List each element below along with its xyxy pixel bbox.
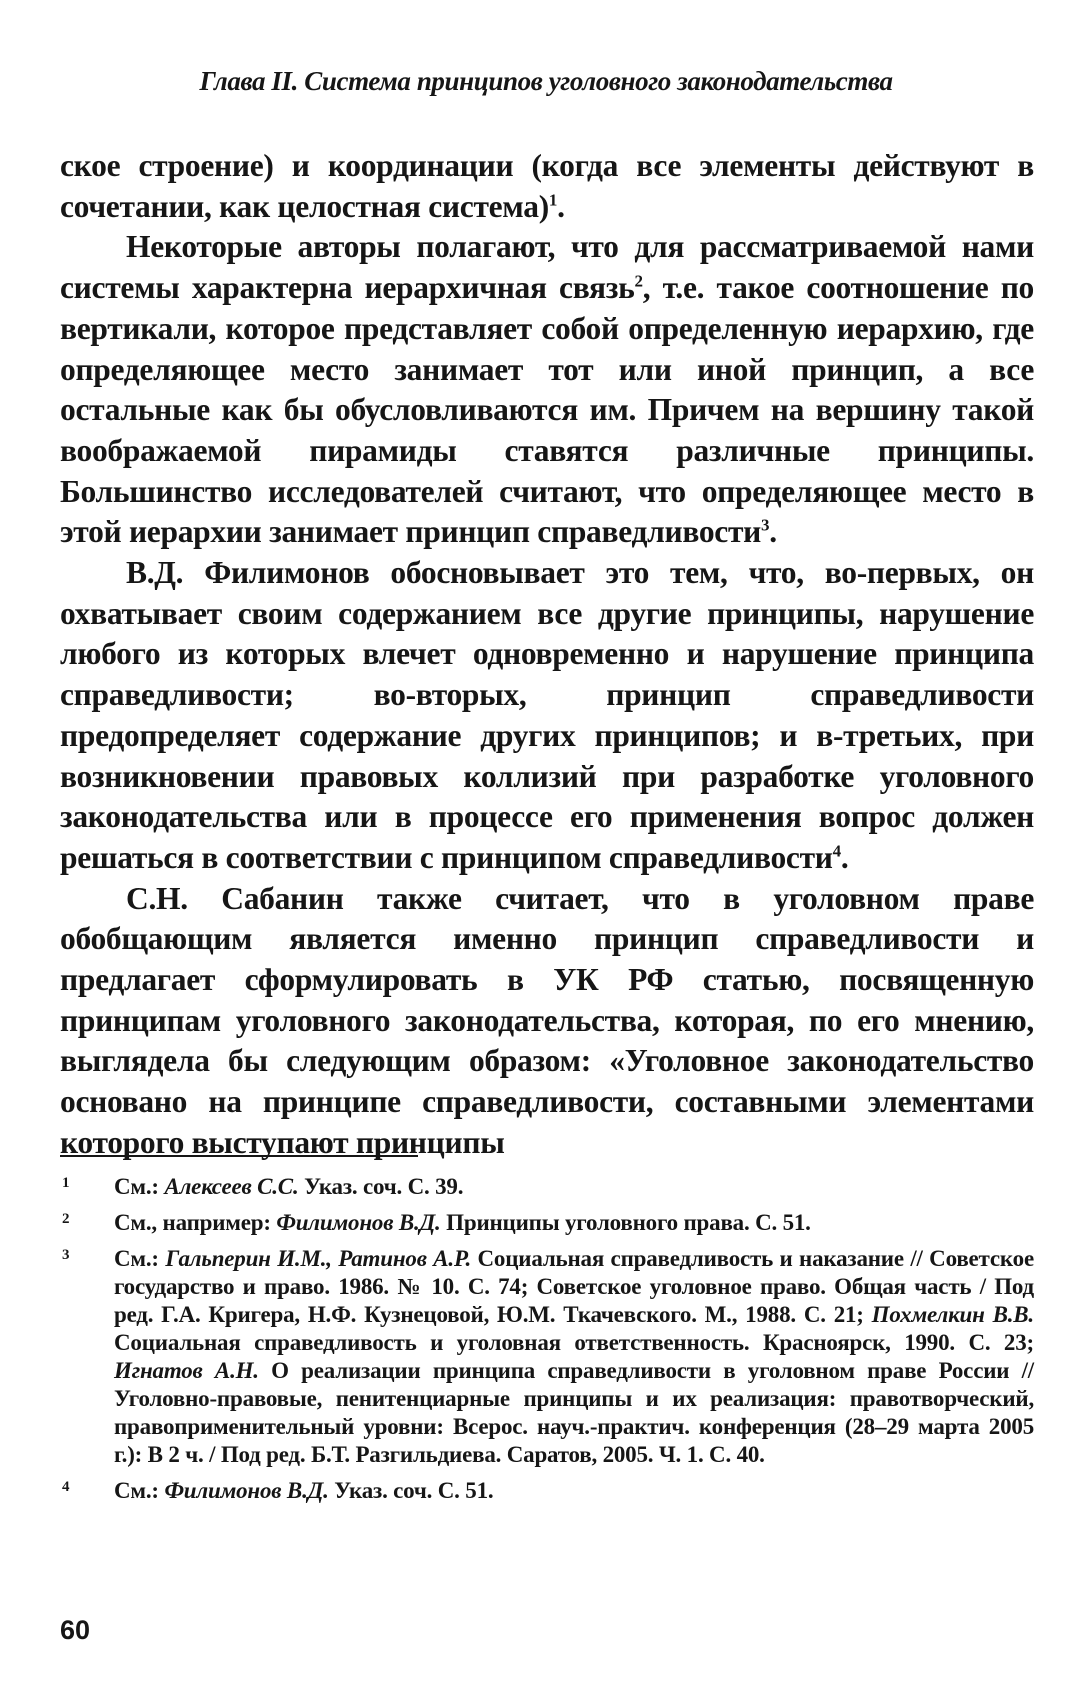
footnote-number: 4 <box>62 1479 70 1495</box>
paragraph-2-end: . <box>769 514 777 550</box>
paragraph-3 <box>60 553 1034 879</box>
footnote-author: Филимонов В.Д. <box>164 1478 329 1503</box>
paragraph-4 <box>60 879 1034 1164</box>
footnote-author: Гальперин И.М., Ратинов А.Р. <box>165 1246 472 1271</box>
paragraph-3-end: . <box>840 839 849 875</box>
footnote-text <box>114 1477 1034 1505</box>
footnote-1 <box>60 1173 1034 1201</box>
paragraph-1 <box>60 146 1034 227</box>
footnote-prefix: См.: <box>114 1246 166 1271</box>
footnote-4 <box>60 1477 1034 1505</box>
footnote-ref-1[interactable]: 1 <box>548 190 558 210</box>
footnote-text <box>114 1173 1034 1201</box>
footnote-author: Филимонов В.Д. <box>276 1210 441 1235</box>
footnote-body: Социальная справедливость и уголовная ответственность. Красноярск, 1990. С. 23; <box>114 1330 1034 1355</box>
footnote-divider <box>60 1155 418 1157</box>
paragraph-4-text: С.Н. Сабанин также считает, что в уголовном праве обобщающим является именно принцип справедливости и предлагает сформулировать в УК РФ статью, посвященную принципам уголовного законодательства, которая, по его мнению, выглядела бы следующим образом: «Уголовное законодательство основано на принципе справедливости, составными элементами которого выступают принципы <box>60 880 1034 1160</box>
footnote-ref-2[interactable]: 2 <box>634 271 643 291</box>
footnote-number: 1 <box>62 1175 70 1191</box>
footnote-ref-4[interactable]: 4 <box>832 841 841 861</box>
footnote-prefix: См.: <box>114 1478 165 1503</box>
running-head: Глава II. Система принципов уголовного законодательства <box>199 66 893 96</box>
footnote-3 <box>60 1245 1034 1469</box>
footnote-body: Социальная справедливость и наказание // Советское государство и право. 1986. № 10. С. 74; Советское уголовное право. Общая часть / Под ред. Г.А. Кригера, Н.Ф. Кузнецовой, Ю.М. Ткачевского. М., 1988. С. 21; <box>114 1246 1034 1327</box>
footnote-body: О реализации принципа справедливости в уголовном праве России // Уголовно-правовые, пенитенциарные принципы и их реализация: правотворческий, правоприменительный уровни: Всерос. науч.-практич. конференция (28–29 марта 2005 г.): В 2 ч. / Под ред. Б.Т. Разгильдиева. Саратов, 2005. Ч. 1. С. 40. <box>114 1358 1034 1467</box>
paragraph-2 <box>60 227 1034 553</box>
footnote-author: Алексеев С.С. <box>164 1174 299 1199</box>
main-text <box>60 146 1034 1164</box>
footnote-2 <box>60 1209 1034 1237</box>
paragraph-2-text-a: Некоторые авторы полагают, что для рассматриваемой нами системы характерна иерархичная связь <box>60 229 1034 306</box>
footnote-author: Игнатов А.Н. <box>114 1358 259 1383</box>
footnote-number: 3 <box>62 1247 70 1263</box>
paragraph-1-text: ское строение) и координации (когда все элементы действуют в сочетании, как целостная система) <box>60 148 1034 224</box>
footnote-body: Указ. соч. С. 51. <box>328 1478 494 1503</box>
footnotes <box>60 1173 1034 1513</box>
footnote-author: Похмелкин В.В. <box>871 1302 1034 1327</box>
paragraph-2-text-b: , т.е. такое соотношение по вертикали, которое представляет собой определенную иерархию, где определяющее место занимает тот или иной принцип, а все остальные как бы обусловливаются им. Причем на вершину такой воображаемой пирамиды ставятся различные принципы. Большинство исследователей считают, что определяющее место в этой иерархии занимает принцип справедливости <box>60 270 1034 550</box>
footnote-text <box>114 1209 1034 1237</box>
page-number: 60 <box>60 1615 91 1645</box>
footnote-text <box>114 1245 1034 1469</box>
footnote-body: Принципы уголовного права. С. 51. <box>440 1210 811 1235</box>
footnote-number: 2 <box>62 1211 70 1227</box>
footnote-prefix: См., например: <box>114 1210 277 1235</box>
paragraph-1-end: . <box>557 188 565 224</box>
footnote-ref-3[interactable]: 3 <box>761 515 770 535</box>
footnote-body: Указ. соч. С. 39. <box>298 1174 464 1199</box>
paragraph-3-text: В.Д. Филимонов обосновывает это тем, что, во-первых, он охватывает своим содержанием все другие принципы, нарушение любого из которых влечет одновременно и нарушение принципа справедливости; во-вторых, принцип справедливости предопределяет содержание других принципов; и в-третьих, при возникновении правовых коллизий при разработке уголовного законодательства или в процессе его применения вопрос должен решаться в соответствии с принципом справедливости <box>60 555 1034 875</box>
footnote-prefix: См.: <box>114 1174 165 1199</box>
